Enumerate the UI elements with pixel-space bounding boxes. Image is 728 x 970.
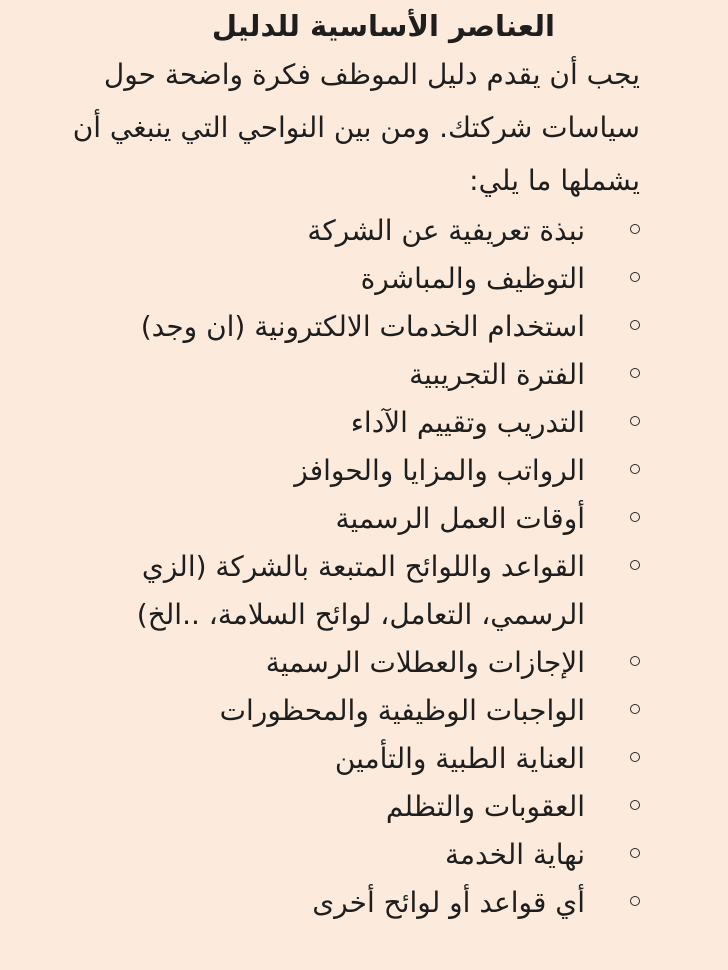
hollow-circle-bullet-icon — [630, 320, 640, 330]
intro-paragraph: يجب أن يقدم دليل الموظف فكرة واضحة حول سياسات شركتك. ومن بين النواحي التي ينبغي أن يشملها ما يلي: — [72, 58, 640, 197]
list-item-rules — [40, 543, 640, 639]
list-item-text: التدريب وتقييم الآداء — [350, 406, 585, 439]
list-item-text: استخدام الخدمات الالكترونية (ان وجد) — [140, 310, 585, 343]
hollow-circle-bullet-icon — [630, 512, 640, 522]
list-item-text: نبذة تعريفية عن الشركة — [307, 214, 585, 247]
list-item-medical-care — [40, 735, 640, 783]
list-item-training — [40, 399, 640, 447]
hollow-circle-bullet-icon — [630, 896, 640, 906]
list-item-working-hours — [40, 495, 640, 543]
hollow-circle-bullet-icon — [630, 368, 640, 378]
list-item-text: العقوبات والتظلم — [385, 790, 585, 823]
list-item-probation — [40, 351, 640, 399]
hollow-circle-bullet-icon — [630, 464, 640, 474]
list-item-text: الواجبات الوظيفية والمحظورات — [219, 694, 585, 727]
hollow-circle-bullet-icon — [630, 224, 640, 234]
list-item-text: الرواتب والمزايا والحوافز — [294, 454, 585, 487]
list-item-text: الإجازات والعطلات الرسمية — [265, 646, 585, 679]
section-heading: العناصر الأساسية للدليل — [211, 9, 555, 43]
list-item-other-rules — [40, 879, 640, 927]
list-item-leaves — [40, 639, 640, 687]
hollow-circle-bullet-icon — [630, 656, 640, 666]
hollow-circle-bullet-icon — [630, 704, 640, 714]
list-item-text: التوظيف والمباشرة — [360, 262, 585, 295]
list-item-text: الفترة التجريبية — [409, 358, 585, 391]
hollow-circle-bullet-icon — [630, 416, 640, 426]
elements-list — [40, 207, 640, 927]
list-item-text: العناية الطبية والتأمين — [334, 742, 585, 775]
hollow-circle-bullet-icon — [630, 272, 640, 282]
list-item-electronic-services — [40, 303, 640, 351]
list-item-text: القواعد واللوائح المتبعة بالشركة (الزي الرسمي، التعامل، لوائح السلامة، ..الخ) — [136, 550, 585, 631]
list-item-penalties — [40, 783, 640, 831]
list-item-text: أي قواعد أو لوائح أخرى — [312, 886, 585, 919]
list-item-company-overview — [40, 207, 640, 255]
hollow-circle-bullet-icon — [630, 560, 640, 570]
list-item-text: نهاية الخدمة — [444, 838, 585, 871]
hollow-circle-bullet-icon — [630, 848, 640, 858]
hollow-circle-bullet-icon — [630, 752, 640, 762]
list-item-text: أوقات العمل الرسمية — [335, 502, 585, 535]
hollow-circle-bullet-icon — [630, 800, 640, 810]
list-item-duties — [40, 687, 640, 735]
list-item-end-of-service — [40, 831, 640, 879]
list-item-salaries — [40, 447, 640, 495]
list-item-hiring — [40, 255, 640, 303]
